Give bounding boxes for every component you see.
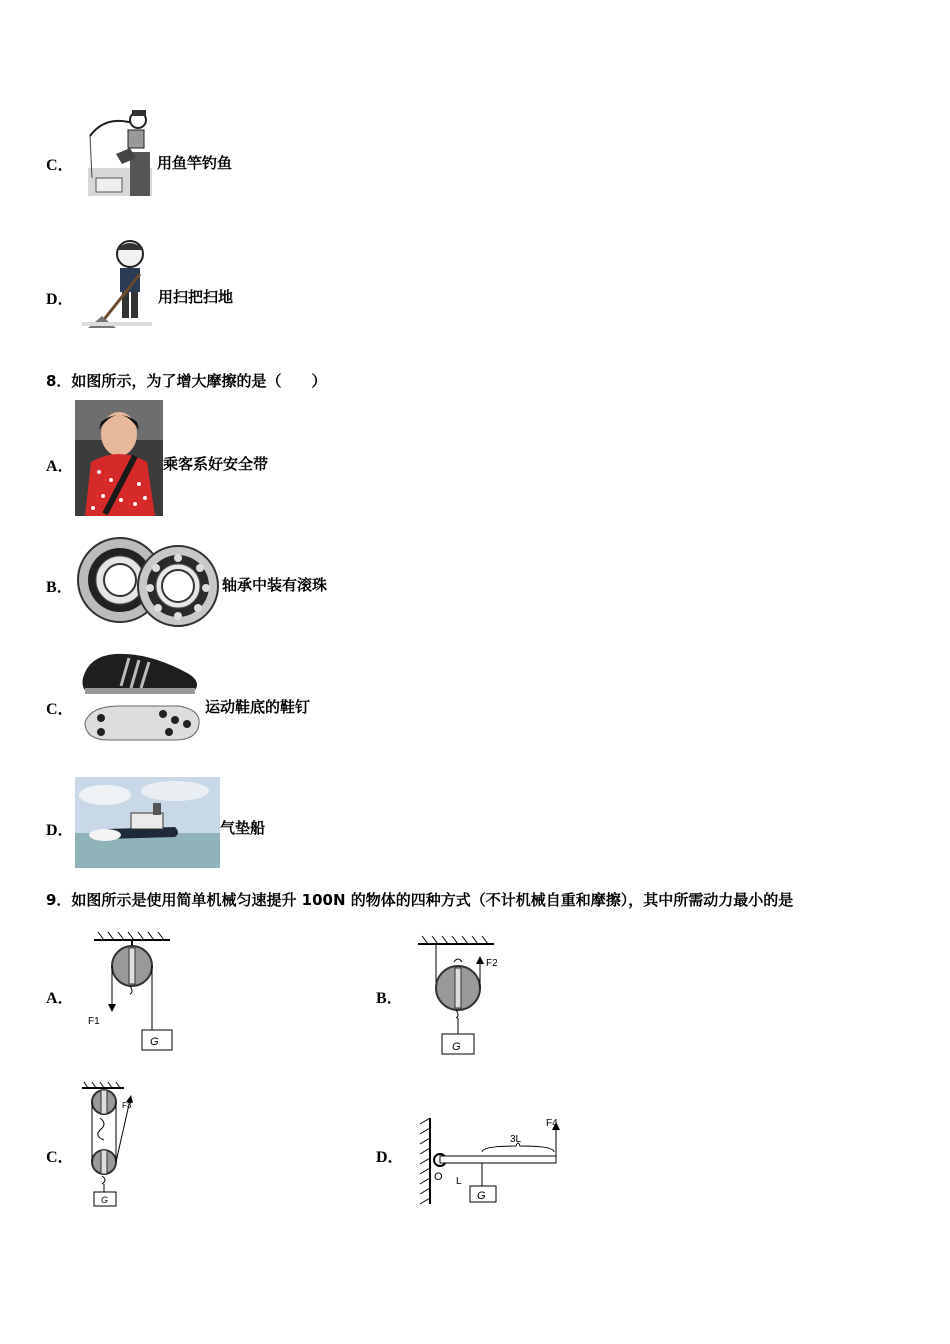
- q8-option-d-letter: D．: [46, 822, 74, 839]
- hovercraft-photo: [75, 777, 220, 868]
- seatbelt-girl-photo: [75, 400, 163, 516]
- spiked-shoe-photo: [79, 648, 203, 744]
- q7-option-d-letter: D．: [46, 291, 74, 308]
- q9-option-b-letter: B．: [376, 990, 403, 1007]
- q9a-force-label: F1: [88, 1016, 100, 1027]
- q7-option-c-letter: C．: [46, 157, 74, 174]
- q9d-short-arm-label: L: [456, 1176, 462, 1187]
- fishing-boy-icon: [86, 108, 156, 198]
- q9-stem: 9．如图所示是使用简单机械匀速提升 100N 的物体的四种方式（不计机械自重和摩擦），其中所需动力最小的是: [46, 891, 794, 909]
- q9-option-d-letter: D．: [376, 1149, 404, 1166]
- pulley-block-diagram: [80, 1082, 150, 1208]
- q8-option-d-text: 气垫船: [220, 819, 266, 837]
- lever-diagram: [416, 1114, 570, 1206]
- q9b-force-label: F2: [486, 958, 498, 969]
- q8-option-a-text: 乘客系好安全带: [163, 455, 269, 473]
- q9d-weight-label: G: [477, 1190, 486, 1202]
- q8-option-a-letter: A．: [46, 458, 74, 475]
- q8-option-c-text: 运动鞋底的鞋钉: [205, 698, 311, 716]
- q9d-pivot-label: O: [434, 1171, 443, 1183]
- q9b-weight-label: G: [452, 1041, 461, 1053]
- q9d-long-arm-label: 3L: [510, 1134, 522, 1145]
- q8-option-b-text: 轴承中装有滚珠: [222, 576, 328, 594]
- ball-bearing-photo: [76, 536, 220, 628]
- q9c-force-label: F3: [122, 1101, 132, 1110]
- fixed-pulley-diagram: [86, 928, 176, 1054]
- q9c-weight-label: G: [101, 1195, 109, 1205]
- movable-pulley-diagram: [412, 934, 512, 1058]
- q8-option-c-letter: C．: [46, 701, 74, 718]
- q8-option-b-letter: B．: [46, 579, 73, 596]
- q9-option-c-letter: C．: [46, 1149, 74, 1166]
- q9a-weight-label: G: [150, 1036, 159, 1048]
- q9-option-a-letter: A．: [46, 990, 74, 1007]
- q8-stem: 8．如图所示，为了增大摩擦的是（ ）: [46, 372, 327, 390]
- q7-option-d-text: 用扫把扫地: [158, 288, 234, 306]
- sweeping-boy-icon: [80, 238, 156, 330]
- q7-option-c-text: 用鱼竿钓鱼: [157, 154, 233, 172]
- q9d-force-label: F4: [546, 1118, 558, 1129]
